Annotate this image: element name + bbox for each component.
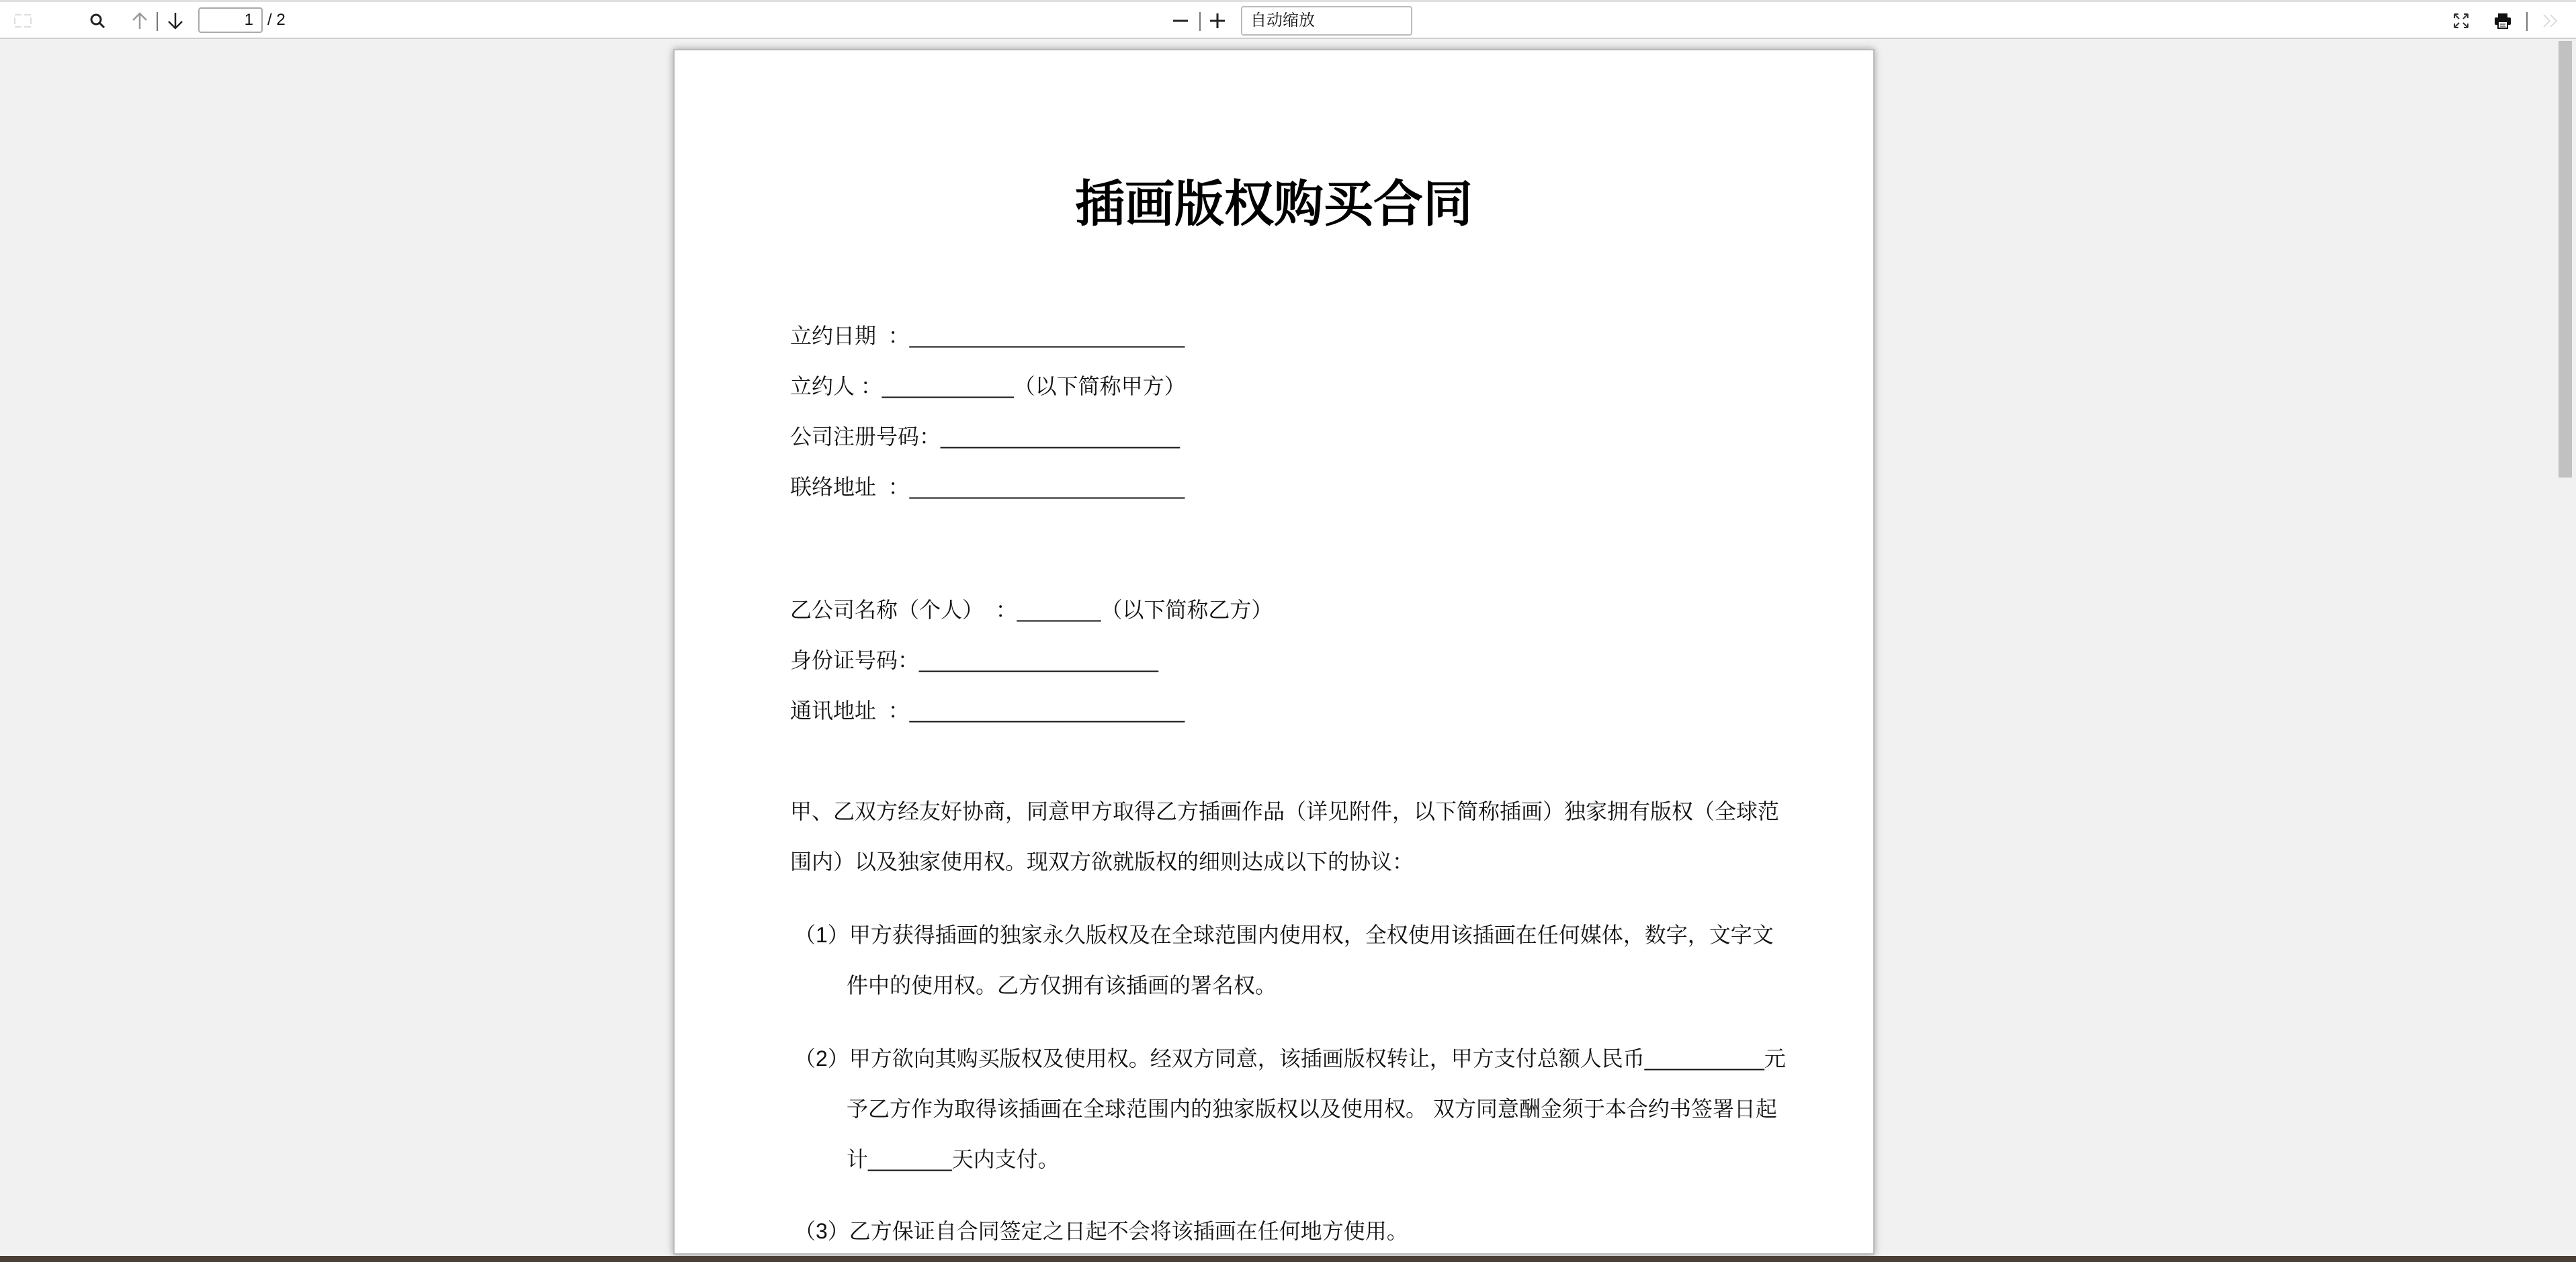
zoom-out-icon[interactable] [1170,2,1191,39]
field-contact-address: 联络地址 ：_______________________ [790,475,1185,499]
zoom-select[interactable]: 自动缩放 [1241,6,1412,36]
pdf-page [673,49,1875,1255]
clause-2-line: 计_______天内支付。 [847,1147,1060,1171]
next-page-icon[interactable] [163,2,187,39]
intro-paragraph-line: 甲、乙双方经友好协商，同意甲方取得乙方插画作品（详见附件，以下简称插画）独家拥有版权（全球范 [790,799,1780,823]
toolbar-separator [157,12,158,31]
clause-1-line: （1）甲方获得插画的独家永久版权及在全球范围内使用权，全权使用该插画在任何媒体，数字，文字文 [794,923,1774,947]
tools-menu-icon[interactable] [2540,2,2563,39]
field-party-b: 乙公司名称（个人） ：_______（以下简称乙方） [790,598,1273,622]
presentation-mode-icon[interactable] [2450,2,2472,39]
clause-2-line: 予乙方作为取得该插画在全球范围内的独家版权以及使用权。 双方同意酬金须于本合约书签署日起 [847,1097,1777,1121]
document-title: 插画版权购买合同 [1075,176,1473,232]
sidebar-toggle-icon[interactable] [9,2,36,39]
field-company-reg-number: 公司注册号码：____________________ [790,424,1180,449]
previous-page-icon[interactable] [128,2,152,39]
clause-1-line: 件中的使用权。乙方仅拥有该插画的署名权。 [847,973,1277,997]
search-icon[interactable] [84,2,111,39]
zoom-in-icon[interactable] [1207,2,1228,39]
clause-2-line: （2）甲方欲向其购买版权及使用权。经双方同意，该插画版权转让，甲方支付总额人民币__________元 [794,1046,1786,1071]
scrollbar-thumb[interactable] [2559,41,2572,478]
page-number-input[interactable]: 1 [198,7,263,33]
toolbar-separator [1199,12,1201,31]
field-contract-date: 立约日期 ：_______________________ [790,324,1185,348]
field-id-number: 身份证号码：____________________ [790,648,1158,672]
document-viewer [0,39,2554,1256]
intro-paragraph-line: 围内）以及独家使用权。现双方欲就版权的细则达成以下的协议： [790,850,1414,874]
field-mailing-address: 通讯地址 ：_______________________ [790,698,1185,723]
pdf-toolbar [0,0,2576,39]
page-count: / 2 [267,11,286,29]
clause-3-line: （3）乙方保证自合同签定之日起不会将该插画在任何地方使用。 [794,1219,1408,1243]
toolbar-separator [2526,12,2528,31]
taskbar-edge [0,1256,2576,1262]
vertical-scrollbar[interactable] [2554,39,2576,1256]
field-party-a: 立约人 ：___________（以下简称甲方） [790,374,1186,398]
print-icon[interactable] [2491,2,2514,39]
